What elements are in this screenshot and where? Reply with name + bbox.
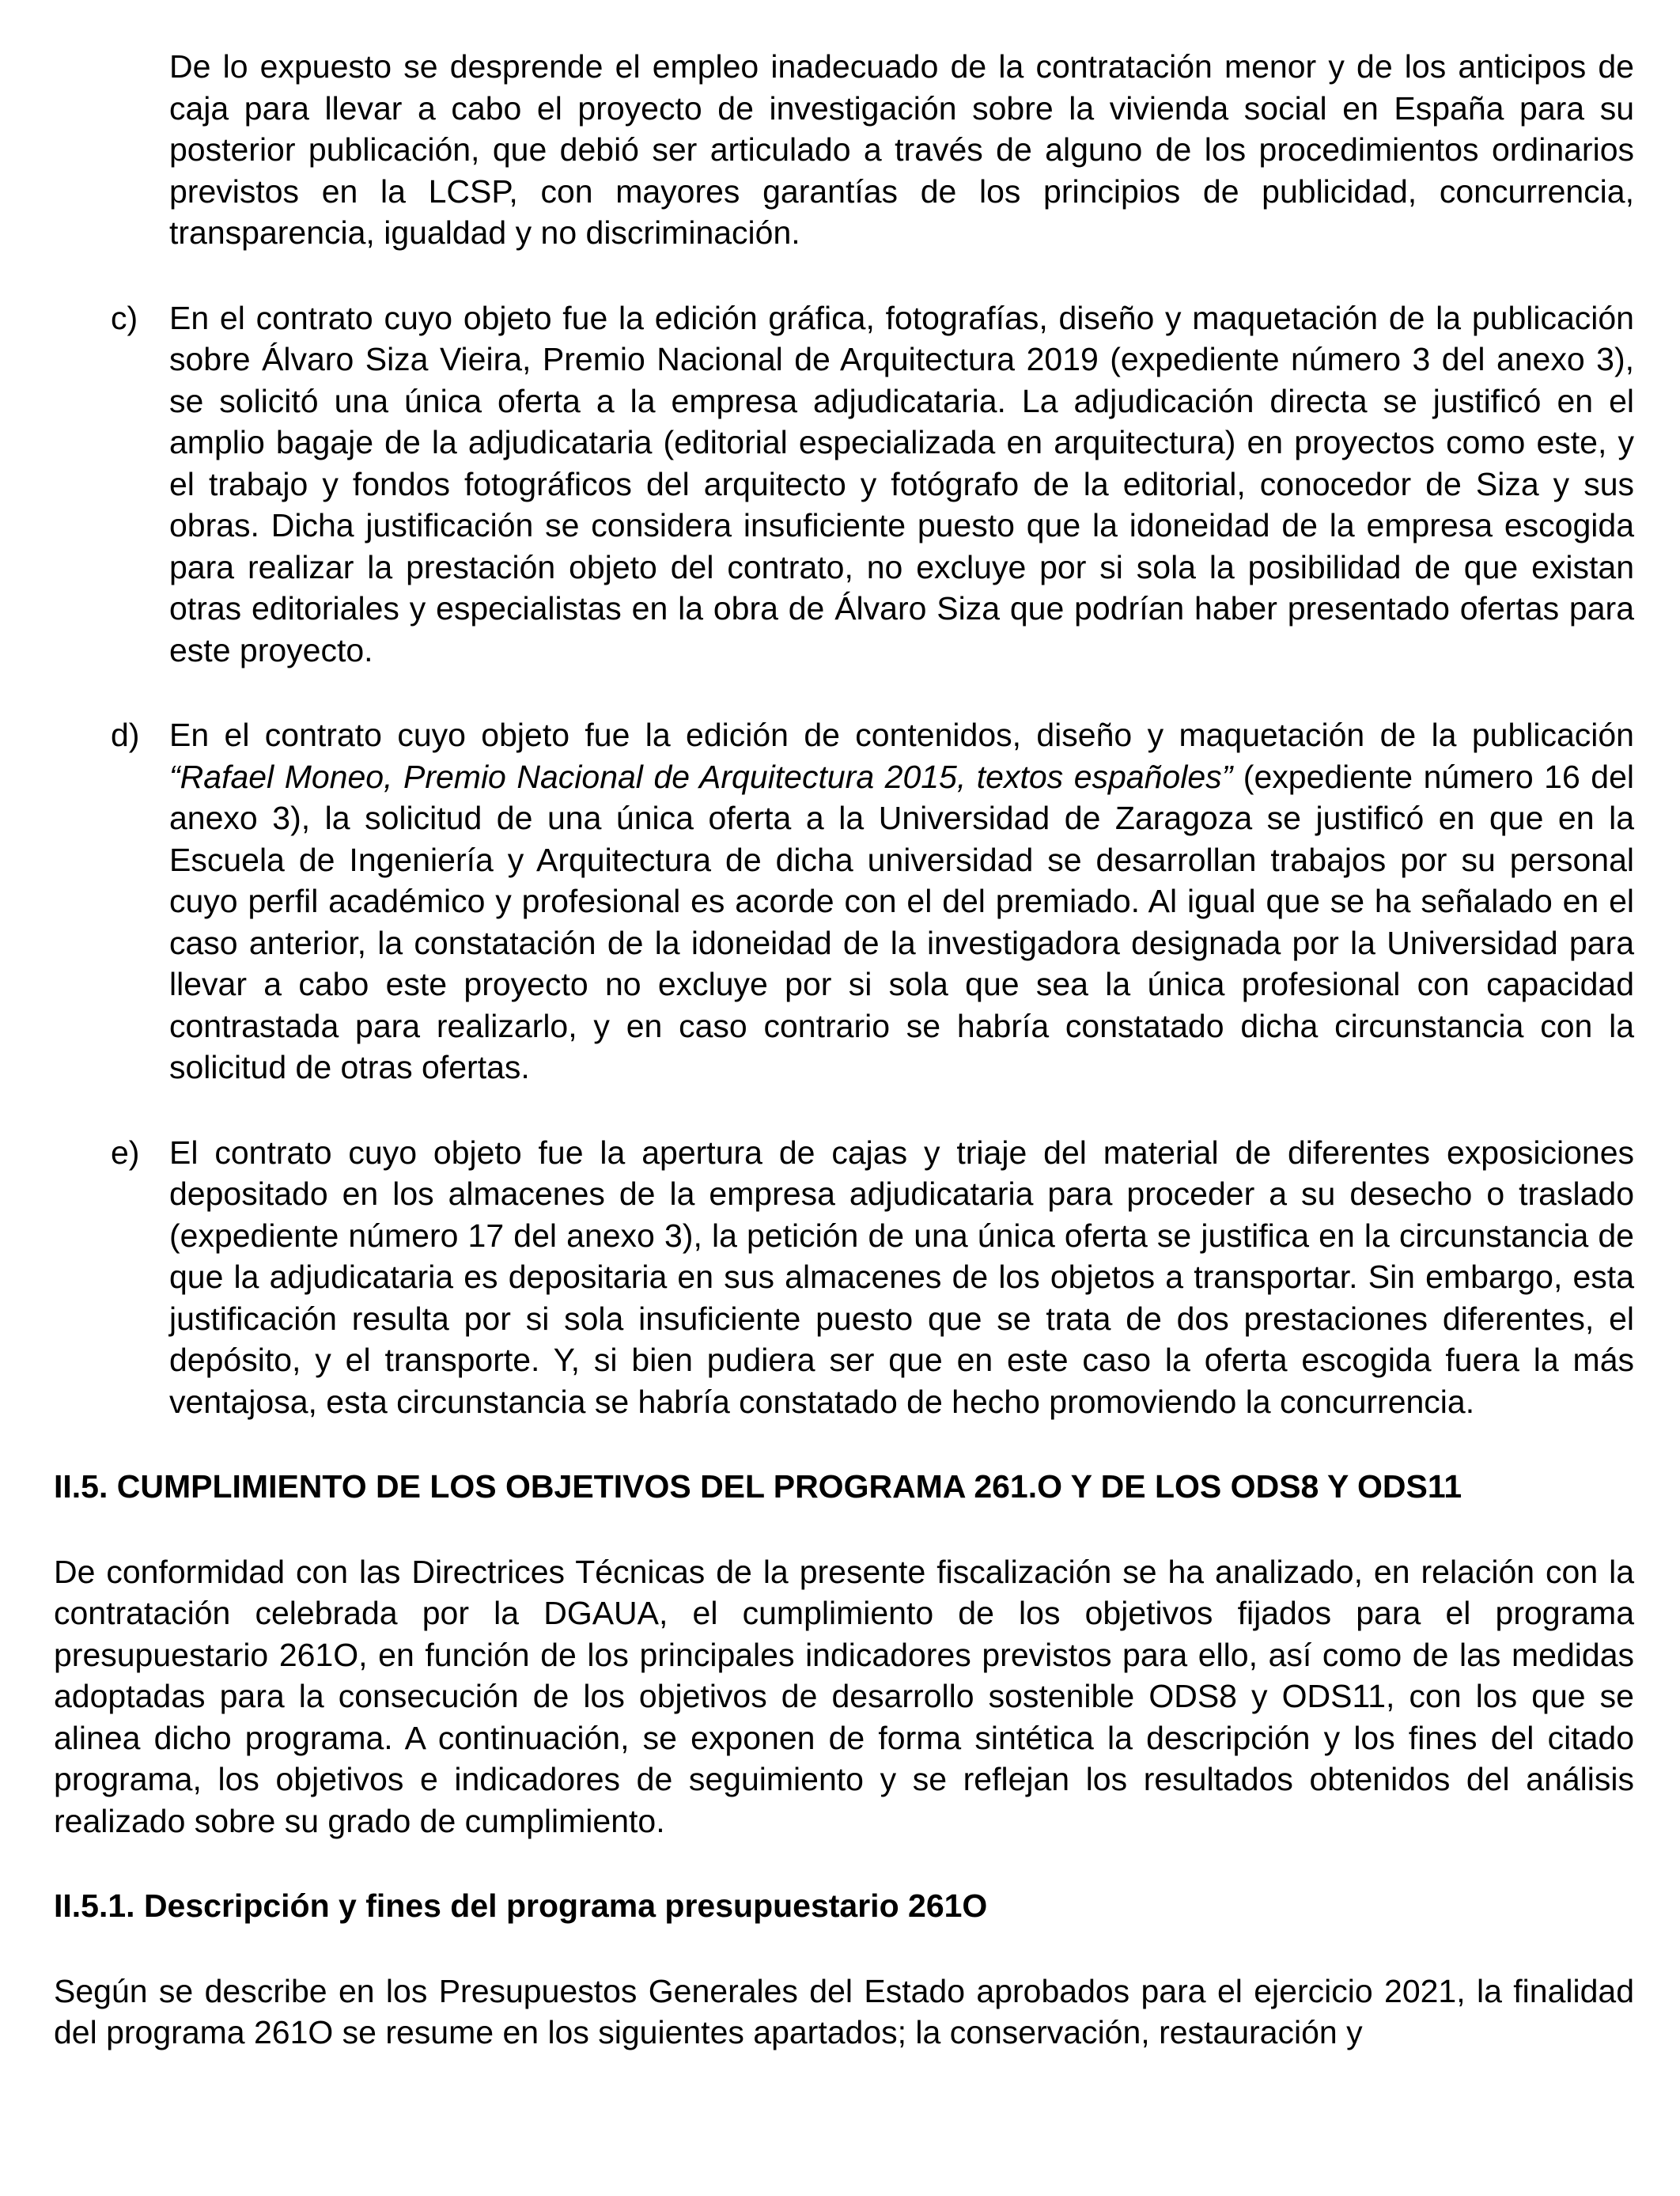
list-item-text: En el contrato cuyo objeto fue la edición gráfica, fotografías, diseño y maquetación de la publicación sobre Álvaro Siza Vieira, Premio Nacional de Arquitectura 2019 (expediente número 3 del anexo 3), se solicitó una única oferta a la empresa adjudicataria. La adjudicación directa se justificó en el amplio bagaje de la adjudicataria (editorial especializada en arquitectura) en proyectos como este, y el trabajo y fondos fotográficos del arquitecto y fotógrafo de la editorial, conocedor de Siza y sus obras. Dicha justificación se considera insuficiente puesto que la idoneidad de la empresa escogida para realizar la prestación objeto del contrato, no excluye por si sola la posibilidad de que existan otras editoriales y especialistas en la obra de Álvaro Siza que podrían haber presentado ofertas para este proyecto. bbox=[169, 299, 1634, 668]
document-page bbox=[54, 46, 1634, 2054]
list-item-text bbox=[169, 714, 1634, 1089]
list-marker: c) bbox=[111, 299, 138, 336]
subsection-paragraph: Según se describe en los Presupuestos Generales del Estado aprobados para el ejercicio 2021, la finalidad del programa 261O se resume en los siguientes apartados; la conservación, restauración y bbox=[54, 1972, 1634, 2050]
subsection-heading: II.5.1. Descripción y fines del programa presupuestario 261O bbox=[54, 1887, 988, 1924]
section-heading: II.5. CUMPLIMIENTO DE LOS OBJETIVOS DEL PROGRAMA 261.O Y DE LOS ODS8 Y ODS11 bbox=[54, 1468, 1462, 1505]
text-after: (expediente número 16 del anexo 3), la solicitud de una única oferta a la Universidad de Zaragoza se justificó en que en la Escuela de Ingeniería y Arquitectura de dicha universidad se desarrollan trabajos por su personal cuyo perfil académico y profesional es acorde con el del premiado. Al igual que se ha señalado en el caso anterior, la constatación de la idoneidad de la investigadora designada por la Universidad para llevar a cabo este proyecto no excluye por si sola que sea la única profesional con capacidad contrastada para realizarlo, y en caso contrario se habría constatado dicha circunstancia con la solicitud de otras ofertas. bbox=[169, 758, 1635, 1085]
list-item-d bbox=[54, 714, 1634, 1089]
list-item-c bbox=[54, 297, 1634, 672]
list-marker: e) bbox=[111, 1134, 140, 1171]
text-before: En el contrato cuyo objeto fue la edición de contenidos, diseño y maquetación de la publicación bbox=[169, 717, 1634, 753]
list-marker: d) bbox=[111, 717, 140, 753]
list-item-e bbox=[54, 1132, 1634, 1423]
list-item-text: El contrato cuyo objeto fue la apertura de cajas y triaje del material de diferentes exposiciones depositado en los almacenes de la empresa adjudicataria para proceder a su desecho o traslado (expediente número 17 del anexo 3), la petición de una única oferta se justifica en la circunstancia de que la adjudicataria es depositaria en sus almacenes de los objetos a transportar. Sin embargo, esta justificación resulta por si sola insuficiente puesto que se trata de dos prestaciones diferentes, el depósito, y el transporte. Y, si bien pudiera ser que en este caso la oferta escogida fuera la más ventajosa, esta circunstancia se habría constatado de hecho promoviendo la concurrencia. bbox=[169, 1134, 1634, 1420]
section-paragraph: De conformidad con las Directrices Técnicas de la presente fiscalización se ha analizado, en relación con la contratación celebrada por la DGAUA, el cumplimiento de los objetivos fijados para el programa presupuestario 261O, en función de los principales indicadores previstos para ello, así como de las medidas adoptadas para la consecución de los objetivos de desarrollo sostenible ODS8 y ODS11, con los que se alinea dicho programa. A continuación, se exponen de forma sintética la descripción y los fines del citado programa, los objetivos e indicadores de seguimiento y se reflejan los resultados obtenidos del análisis realizado sobre su grado de cumplimiento. bbox=[54, 1553, 1634, 1839]
intro-paragraph: De lo expuesto se desprende el empleo inadecuado de la contratación menor y de los anticipos de caja para llevar a cabo el proyecto de investigación sobre la vivienda social en España para su posterior publicación, que debió ser articulado a través de alguno de los procedimientos ordinarios previstos en la LCSP, con mayores garantías de los principios de publicidad, concurrencia, transparencia, igualdad y no discriminación. bbox=[169, 48, 1634, 251]
italic-title: “Rafael Moneo, Premio Nacional de Arquitectura 2015, textos españoles” bbox=[169, 758, 1233, 795]
